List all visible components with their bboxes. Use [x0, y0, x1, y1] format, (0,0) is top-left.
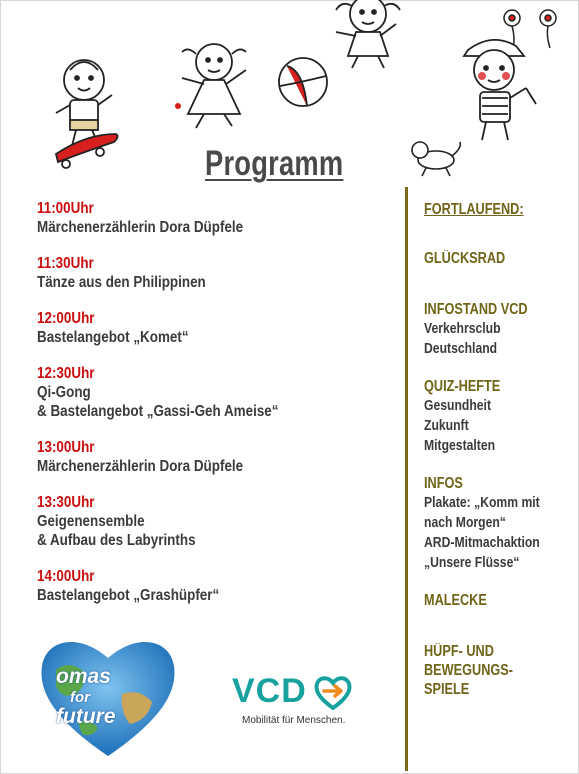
- sidebar-block: [424, 300, 574, 359]
- future-text: future: [56, 705, 116, 728]
- ball-icon: [279, 58, 327, 106]
- sidebar-block: [424, 642, 574, 699]
- sidebar-block-item: Mitgestalten: [424, 438, 496, 454]
- omas-text: omas: [56, 665, 111, 688]
- vcd-heart-arrow-icon: [313, 674, 353, 710]
- waving-kid-icon: [336, 0, 400, 68]
- sidebar-block-title: HÜPF- UND: [424, 643, 494, 660]
- sidebar-block-title: SPIELE: [424, 681, 470, 698]
- boy-icon: [464, 40, 536, 140]
- schedule-item: [37, 364, 397, 421]
- column-divider: [405, 187, 408, 771]
- event-time: 12:30Uhr: [37, 365, 95, 382]
- event-description: Qi-Gong: [37, 384, 91, 401]
- sidebar-block-item: Gesundheit: [424, 398, 492, 414]
- event-description: Bastelangebot „Komet“: [37, 329, 189, 346]
- vcd-wordmark: VCD: [232, 672, 307, 710]
- event-description: Märchenerzählerin Dora Düpfele: [37, 219, 244, 236]
- skateboard-kid-icon: [56, 60, 118, 168]
- event-description: & Bastelangebot „Gassi-Geh Ameise“: [37, 403, 279, 420]
- sidebar-block-title: INFOSTAND VCD: [424, 301, 528, 318]
- event-time: 11:00Uhr: [37, 200, 94, 217]
- sidebar-block-item: Deutschland: [424, 341, 498, 357]
- event-time: 14:00Uhr: [37, 568, 95, 585]
- sidebar-heading: FORTLAUFEND:: [424, 201, 524, 218]
- event-time: 12:00Uhr: [37, 310, 95, 327]
- sidebar-block-item: nach Morgen“: [424, 515, 506, 531]
- sidebar-block-title: INFOS: [424, 475, 463, 492]
- sidebar-block: [424, 474, 574, 573]
- sidebar-block-title: GLÜCKSRAD: [424, 250, 506, 267]
- event-description: Tänze aus den Philippinen: [37, 274, 206, 291]
- event-description: Märchenerzählerin Dora Düpfele: [37, 458, 244, 475]
- sidebar-block-item: „Unsere Flüsse“: [424, 555, 520, 571]
- event-description: Bastelangebot „Grashüpfer“: [37, 587, 220, 604]
- schedule-item: [37, 493, 397, 550]
- schedule-item: [37, 199, 397, 237]
- sidebar-block-title: BEWEGUNGS-: [424, 662, 513, 679]
- sidebar-block-item: Plakate: „Komm mit: [424, 495, 540, 511]
- event-description: & Aufbau des Labyrinths: [37, 532, 196, 549]
- vcd-logo: [232, 672, 353, 726]
- page-title: Programm: [205, 144, 344, 183]
- event-time: 11:30Uhr: [37, 255, 94, 272]
- vcd-tagline: Mobilität für Menschen.: [242, 715, 346, 726]
- sidebar-block-title: QUIZ-HEFTE: [424, 378, 501, 395]
- sidebar-block: [424, 591, 574, 610]
- sidebar-block-title: MALECKE: [424, 592, 487, 609]
- sidebar-block: [424, 249, 574, 268]
- sidebar-block-item: Verkehrsclub: [424, 321, 501, 337]
- schedule-list: [37, 199, 397, 622]
- omas-for-future-text: [56, 667, 116, 726]
- sidebar-block-item: ARD-Mitmachaktion: [424, 535, 540, 551]
- girl-icon: [175, 44, 246, 128]
- schedule-item: [37, 567, 397, 605]
- sidebar-block: [424, 377, 574, 456]
- schedule-item: [37, 309, 397, 347]
- event-time: 13:00Uhr: [37, 439, 95, 456]
- schedule-item: [37, 254, 397, 292]
- event-description: Geigenensemble: [37, 513, 145, 530]
- sidebar-block-item: Zukunft: [424, 418, 469, 434]
- ongoing-sidebar: [424, 200, 574, 731]
- schedule-item: [37, 438, 397, 476]
- dog-icon: [412, 142, 460, 176]
- event-time: 13:30Uhr: [37, 494, 95, 511]
- for-text: for: [70, 689, 90, 706]
